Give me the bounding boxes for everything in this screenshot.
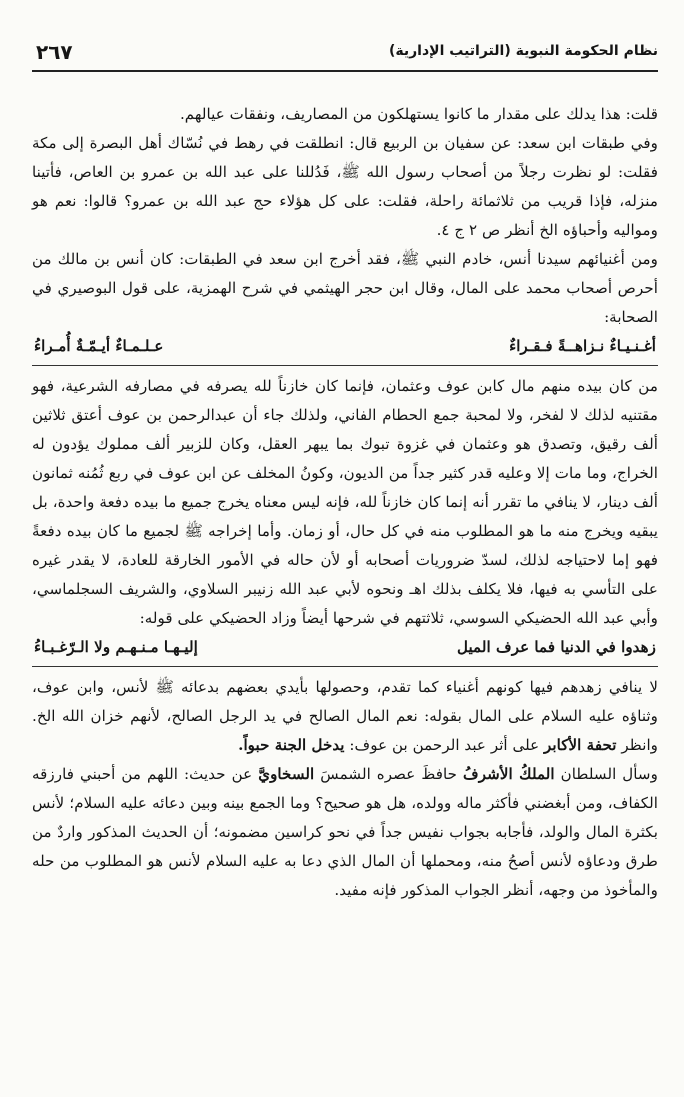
paragraph: ومن أغنيائهم سيدنا أنس، خادم النبي ﷺ، فقد أخرج ابن سعد في الطبقات: كان أنس بن مالك من أحرص أصحاب محمد على المال، وقال ابن حجر الهيثمي في شرح الهمزية، على قول البوصيري في الصحابة: (32, 250, 658, 326)
paragraph (32, 673, 658, 760)
book-title: تحفة الأكابر (544, 736, 617, 754)
verse-hemistich-first: زهدوا في الدنيا فما عرف الميل (456, 638, 656, 656)
verse-hemistich-second: عـلـمـاءٌ أيـمّـةٌ أُمـراءُ (34, 337, 164, 355)
poetry-verse (32, 633, 658, 662)
paragraph-text: على أثر عبد الرحمن بن عوف: (349, 736, 540, 754)
quoted-hadith: يدخل الجنة حبواً. (238, 736, 345, 754)
paragraph-text: حافظَ عصره الشمسَ (320, 765, 458, 783)
paragraph: وفي طبقات ابن سعد: عن سفيان بن الربيع قال: انطلقت في رهط في نُسّاك أهل البصرة إلى مكة فقلت: لو نظرت رجلاً من أصحاب رسول الله ﷺ، فَدُللنا على عبد الله بن عمرو بن العاص، فأتينا منزله، فإذا قريب من ثلاثمائة راحلة، فقلت: على كل هؤلاء حج عبد الله بن عمرو؟ قالوا: نعم هو ومواليه وأحباؤه الخ أنظر ص ٢ ج ٤. (32, 134, 658, 239)
person-name: الملكُ الأشرفُ (463, 765, 555, 783)
verse-divider (32, 666, 658, 667)
page-header (32, 40, 658, 72)
paragraph-text: لا ينافي زهدهم فيها كونهم أغنياء كما تقدم، وحصولها بأيدي بعضهم بدعائه ﷺ لأنس، وابن عوف، وثناؤه عليه السلام على المال بقوله: نعم المال الصالح في يد الرجل الصالح، لأنهم خزان الله الخ. وانظر (32, 678, 658, 754)
verse-hemistich-second: إليـهـا مـنـهـم ولا الـرّغـبـاءُ (34, 638, 198, 656)
poetry-verse (32, 332, 658, 361)
paragraph (32, 760, 658, 905)
paragraph: قلت: هذا يدلك على مقدار ما كانوا يستهلكون من المصاريف، ونفقات عيالهم. (179, 105, 658, 123)
paragraph: من كان بيده منهم مال كابن عوف وعثمان، فإنما كان خازناً لله يصرفه في مصارفه الشرعية، فهو مقتنيه لذلك لا لفخر، ولا لمحبة جمع الحطام الفاني، ولذلك جاء أن عبدالرحمن بن عوف أعتق ثلاثين ألف رقيق، وتصدق هو وعثمان في غزوة تبوك بما يبهر العقل، وكان للزبير ألف مملوك يؤدون له الخراج، وما مات إلا وعليه قدر كثير جداً من الديون، وكونُ المخلف عن ابن عوف في ربع ثُمُنه ثمانون ألف دينار، لا ينافي ما تقرر أنه إنما كان خازناً لله، فإنه ليس معناه يخرج جميع ما بيده دفعة واحدة، بل يبقيه ويخرج منه ما هو المطلوب منه في كل حال، أو زمان. وأما إخراجه ﷺ لجميع ما كان بيده دفعةً فهو إما لاحتياجه لذلك، لسدّ ضروريات أصحابه أو لأن حاله في الأمور الخارقة للعادة، لا يقدر غيره على التأسي به فيها، فلا يكلف بذلك اهـ ونحوه لأبي عبد الله زنيبر السلاوي، والشريف السجلماسي، وأبي عبد الله الحضيكي السوسي، ثلاثتهم في شرحها أيضاً وزاد الحضيكي على قوله: (32, 377, 658, 627)
verse-divider (32, 365, 658, 366)
verse-hemistich-first: أغـنـيـاءٌ نـزاهــةً فـقـراءٌ (509, 337, 656, 355)
page-number: ٢٦٧ (36, 40, 73, 64)
page-body (32, 100, 658, 905)
paragraph-text: وسأل السلطان (560, 765, 658, 783)
person-name: السخاويَّ (258, 765, 315, 783)
paragraph-text: عن حديث: اللهم من أحبني فارزقه الكفاف، ومن أبغضني فأكثر ماله وولده، هل هو صحيح؟ وما الجمع بينه وبين دعائه عليه السلام؛ لأنس بكثرة المال والولد، فأجابه بجواب نفيس جداً في نحو كراسين مضمونه؛ أن الحديث المذكور واردٌ من طرق ودعاؤه لأنس أصحُ منه، ومحملها أن المال الذي دعا به عليه السلام لأنس هو المطلوب من حله والمأخوذ من وجهه، أنظر الجواب المذكور فإنه مفيد. (32, 765, 658, 899)
running-title: نظام الحكومة النبوية (التراتيب الإدارية) (388, 43, 658, 59)
